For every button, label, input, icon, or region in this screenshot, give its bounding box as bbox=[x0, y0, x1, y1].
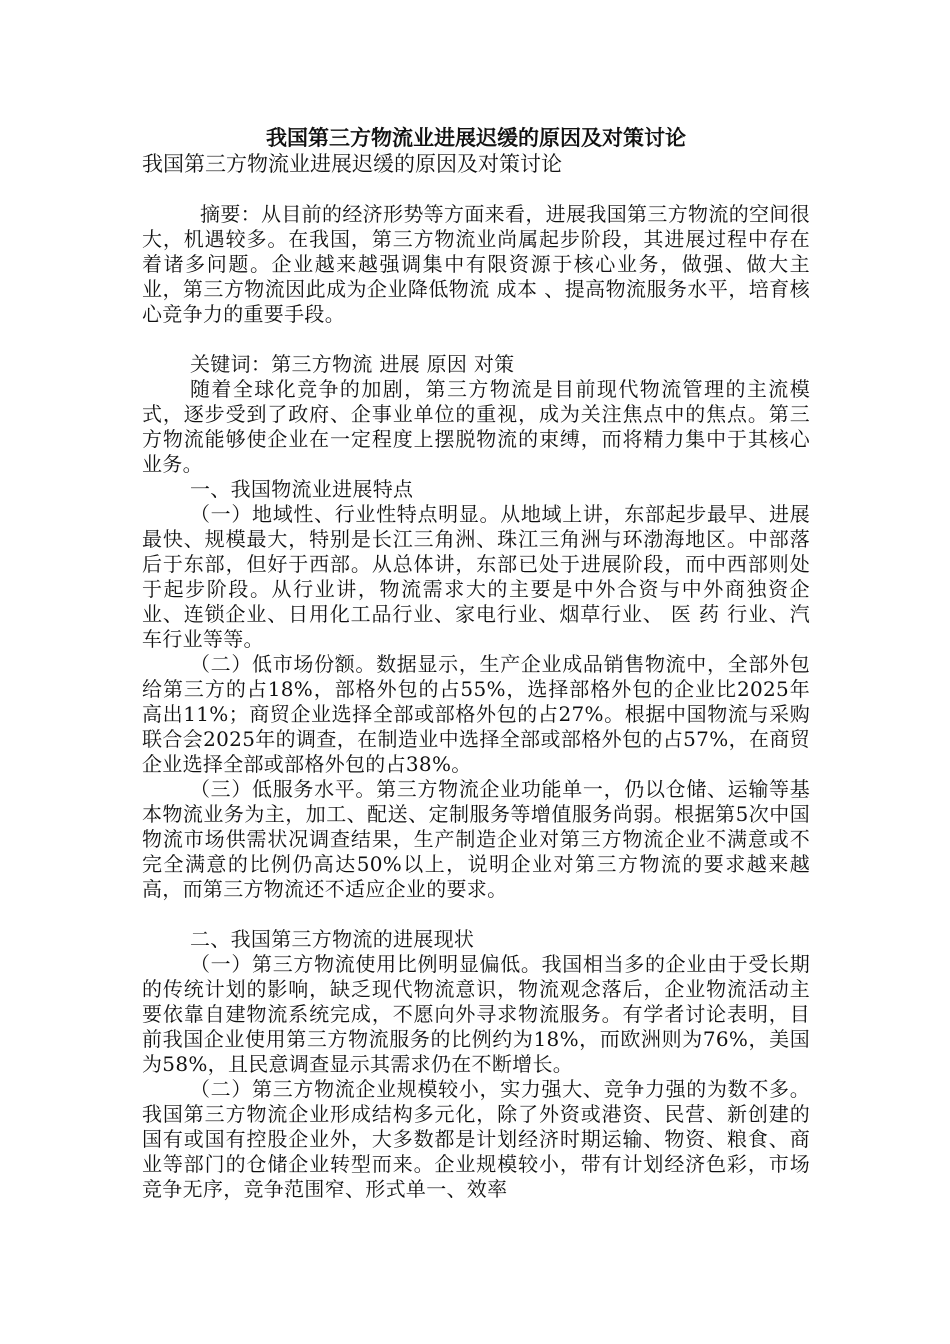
section1-paragraph-1: （一）地域性、行业性特点明显。从地域上讲，东部起步最早、进展最快、规模最大，特别是长江三角洲、珠江三角洲与环渤海地区。中部落后于东部，但好于西部。从总体讲，东部已处于进展阶段，而中西部则处于起步阶段。从行业讲，物流需求大的主要是中外合资与中外商独资企业、连锁企业、日用化工品行业、家电行业、烟草行业、 医 药 行业、汽车行业等等。 bbox=[142, 502, 810, 651]
section1-heading: 一、我国物流业进展特点 bbox=[190, 477, 414, 501]
intro-paragraph: 随着全球化竞争的加剧，第三方物流是目前现代物流管理的主流模式，逐步受到了政府、企事业单位的重视，成为关注焦点中的焦点。第三方物流能够使企业在一定程度上摆脱物流的束缚，而将精力集中于其核心业务。 bbox=[142, 377, 810, 476]
section1-paragraph-2: （二）低市场份额。数据显示，生产企业成品销售物流中，全部外包给第三方的占18%，部格外包的占55%，选择部格外包的企业比2025年高出11%；商贸企业选择全部或部格外包的占27%。根据中国物流与采购联合会2025年的调查，在制造业中选择全部或部格外包的占57%，在商贸企业选择全部或部格外包的占38%。 bbox=[142, 652, 810, 776]
section2-paragraph-2: （二）第三方物流企业规模较小，实力强大、竞争力强的为数不多。我国第三方物流企业形成结构多元化，除了外资或港资、民营、新创建的国有或国有控股企业外，大多数都是计划经济时期运输、物资、粮食、商业等部门的仓储企业转型而来。企业规模较小，带有计划经济色彩，市场竞争无序，竞争范围窄、形式单一、效率 bbox=[142, 1077, 810, 1201]
document-title: 我国第三方物流业进展迟缓的原因及对策讨论 bbox=[266, 125, 686, 150]
section2-paragraph-1: （一）第三方物流使用比例明显偏低。我国相当多的企业由于受长期的传统计划的影响，缺乏现代物流意识，物流观念落后，企业物流活动主要依靠自建物流系统完成，不愿向外寻求物流服务。有学者讨论表明，目前我国企业使用第三方物流服务的比例约为18%，而欧洲则为76%，美国为58%，且民意调查显示其需求仍在不断增长。 bbox=[142, 952, 810, 1076]
paragraph-spacer bbox=[142, 902, 810, 927]
keywords-line: 关键词：第三方物流 进展 原因 对策 bbox=[190, 352, 515, 376]
document-body bbox=[142, 202, 810, 1202]
abstract-paragraph: 摘要：从目前的经济形势等方面来看，进展我国第三方物流的空间很大，机遇较多。在我国，第三方物流业尚属起步阶段，其进展过程中存在着诸多问题。企业越来越强调集中有限资源于核心业务，做强、做大主业，第三方物流因此成为企业降低物流 成本 、提高物流服务水平，培育核心竞争力的重要手段。 bbox=[142, 202, 810, 326]
paragraph-spacer bbox=[142, 327, 810, 352]
document-subtitle: 我国第三方物流业进展迟缓的原因及对策讨论 bbox=[142, 152, 562, 176]
section1-paragraph-3: （三）低服务水平。第三方物流企业功能单一，仍以仓储、运输等基本物流业务为主，加工、配送、定制服务等增值服务尚弱。根据第5次中国物流市场供需状况调查结果，生产制造企业对第三方物流企业不满意或不完全满意的比例仍高达50%以上，说明企业对第三方物流的要求越来越高，而第三方物流还不适应企业的要求。 bbox=[142, 777, 810, 901]
section2-heading: 二、我国第三方物流的进展现状 bbox=[190, 927, 475, 951]
